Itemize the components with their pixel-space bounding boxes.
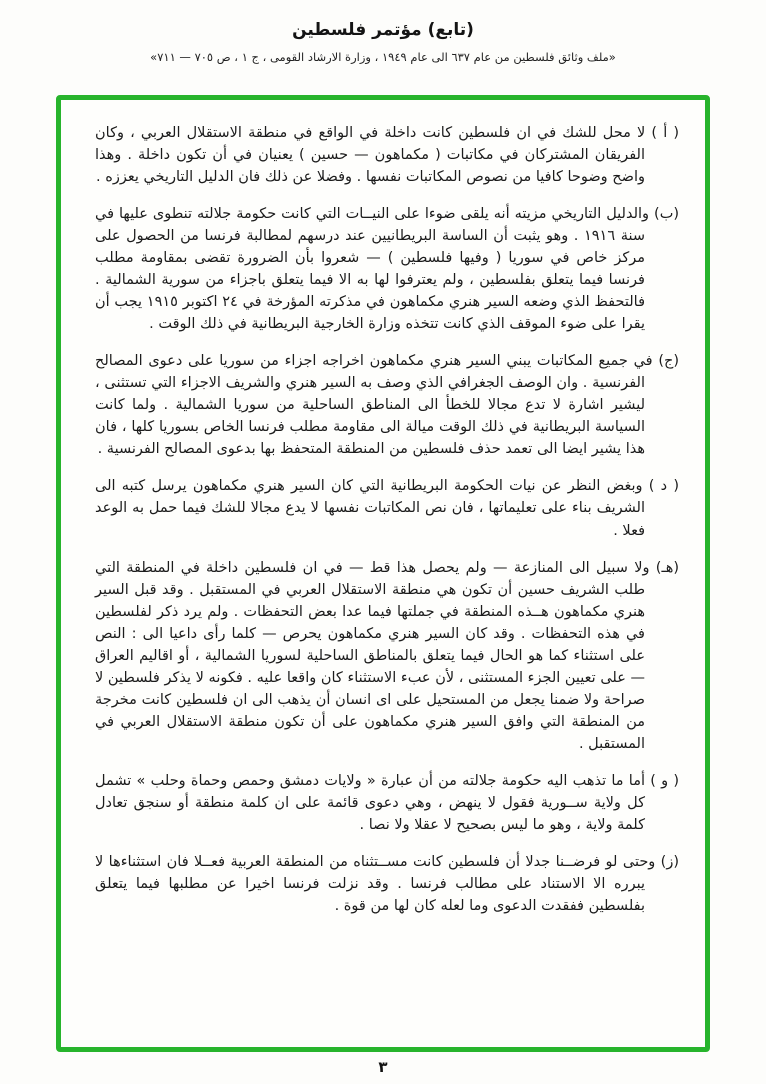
paragraph-label: ( د ) [648,478,679,495]
paragraph-label: (ز) [660,853,679,870]
paragraph-waw [95,770,679,836]
paragraph-text: وبغض النظر عن نيات الحكومة البريطانية التي كان السير هنري مكماهون يرسل كتبه الى الشريف بناء على تعليماتها ، فان نص المكاتبات نفسها لا يدع مجالا للشك فيما حمل به الوعد فعلا . [95,478,645,539]
paragraph-text: ولا سبيل الى المنازعة — ولم يحصل هذا قط — في ان فلسطين داخلة في المنطقة التي طلب الشريف حسين أن تكون هي منطقة الاستقلال العربي في المستقبل . وقد قبل السير هنري مكماهون هــذه المنطقة في جملتها فيما عدا بعض التحفظات . ولم يرد ذكر لفلسطين في هذه التحفظات . وقد كان السير هنري مكماهون يحرص — كلما رأى داعيا الى : النص على استثناء كما هو الحال فيما يتعلق بالمناطق الساحلية لسوريا الشمالية ، أو اقاليم العراق — على تعيين الجزء المستثنى ، لأن عبء الاستثناء كان واقعا عليه . فكونه لا يذكر فلسطين لا صراحة ولا ضمنا يجعل من المستحيل على اى انسان أن يذهب الى ان فلسطين كانت مخرجة من المنطقة التي وافق السير هنري مكماهون على أن تكون منطقة الاستقلال العربي في المستقبل . [95,559,650,752]
paragraph-label: ( أ ) [651,125,680,141]
paragraph-text: والدليل التاريخي مزيته أنه يلقى ضوءا على النيــات التي كانت حكومة جلالته تنطوى عليها في سنة ١٩١٦ . وهو يثبت أن الساسة البريطانيين عند درسهم لمطالبة فرنسا من الحصول على مركز خاص في سوريا ( وفيها فلسطين ) — شعروا بأن الضرورة تقضى بمقاومة مطلب فرنسا فيما يتعلق بفلسطين ، ولم يعترفوا لها به الا فيما يتعلق باجزاء من سورية الشمالية . فالتحفظ الذي وضعه السير هنري مكماهون في مذكرته المؤرخة في ٢٤ اكتوبر ١٩١٥ يجب أن يقرا على ضوء الموقف الذي كانت تتخذه وزارة الخارجية البريطانية في ذلك الوقت . [95,206,650,333]
paragraph-dal [95,475,679,541]
paragraph-label: (هـ) [655,559,680,576]
paragraph-jim [95,350,679,460]
paragraph-label: (ب) [654,206,679,223]
paragraph-text: أما ما تذهب اليه حكومة جلالته من أن عبارة « ولايات دمشق وحمص وحماة وحلب » تشمل كل ولاية ســورية فقول لا ينهض ، وهي دعوى قائمة على ان كلمة منطقة أو سنجق تعادل كلمة ولاية ، وهو ما ليس بصحيح لا عقلا ولا نصا . [95,772,645,833]
paragraph-label: ( و ) [650,772,679,789]
paragraph-label: (ج) [658,353,680,370]
paragraph-ba [95,203,679,335]
paragraph-text: لا محل للشك في ان فلسطين كانت داخلة في الواقع في منطقة الاستقلال العربي ، وكان الفريقان المشتركان في مكاتبات ( مكماهون — حسين ) يعنيان في أن تكون داخلة . وهذا واضح وضوحا كافيا من نصوص المكاتبات نفسها . وفضلا عن ذلك فان الدليل التاريخي يعززه . [95,125,646,186]
source-citation-line: «ملف وثائق فلسطين من عام ٦٣٧ الى عام ١٩٤٩ ، وزارة الارشاد القومى ، ج ١ ، ص ٧٠٥ — ٧١١» [150,50,616,64]
page-title: (تابع) مؤتمر فلسطين [292,20,474,40]
paragraph-text: وحتى لو فرضــنا جدلا أن فلسطين كانت مســتثناه من المنطقة العربية فعــلا فان استثناءها لا يبرره الا الاستناد على مطالب فرنسا . وقد نزلت فرنسا اخيرا عن مطلبها فيما يتعلق بفلسطين ففقدت الدعوى وما لعله كان لها من قوة . [95,853,656,914]
paragraph-ha [95,557,679,755]
page-number: ٣ [378,1058,388,1076]
paragraph-text: في جميع المكاتبات يبني السير هنري مكماهون اخراجه اجزاء من سوريا على دعوى المصالح الفرنسية . وان الوصف الجغرافي الذي وصف به السير هنري والشريف الاجزاء التي تستثنى ، ليشير اشارة لا تدع مجالا للخطأ الى المناطق الساحلية من سوريا الشمالية . ولما كانت السياسة البريطانية في ذلك الوقت ميالة الى مقاومة مطلب فرنسا الخاص بسوريا كلها ، فان هذا يشير ايضا الى تعمد حذف فلسطين من المنطقة المتحفظ بها بدعوى المصالح الفرنسية . [95,353,653,458]
paragraph-zay [95,851,679,917]
document-border-frame [56,95,710,1052]
paragraph-alif [95,122,679,188]
